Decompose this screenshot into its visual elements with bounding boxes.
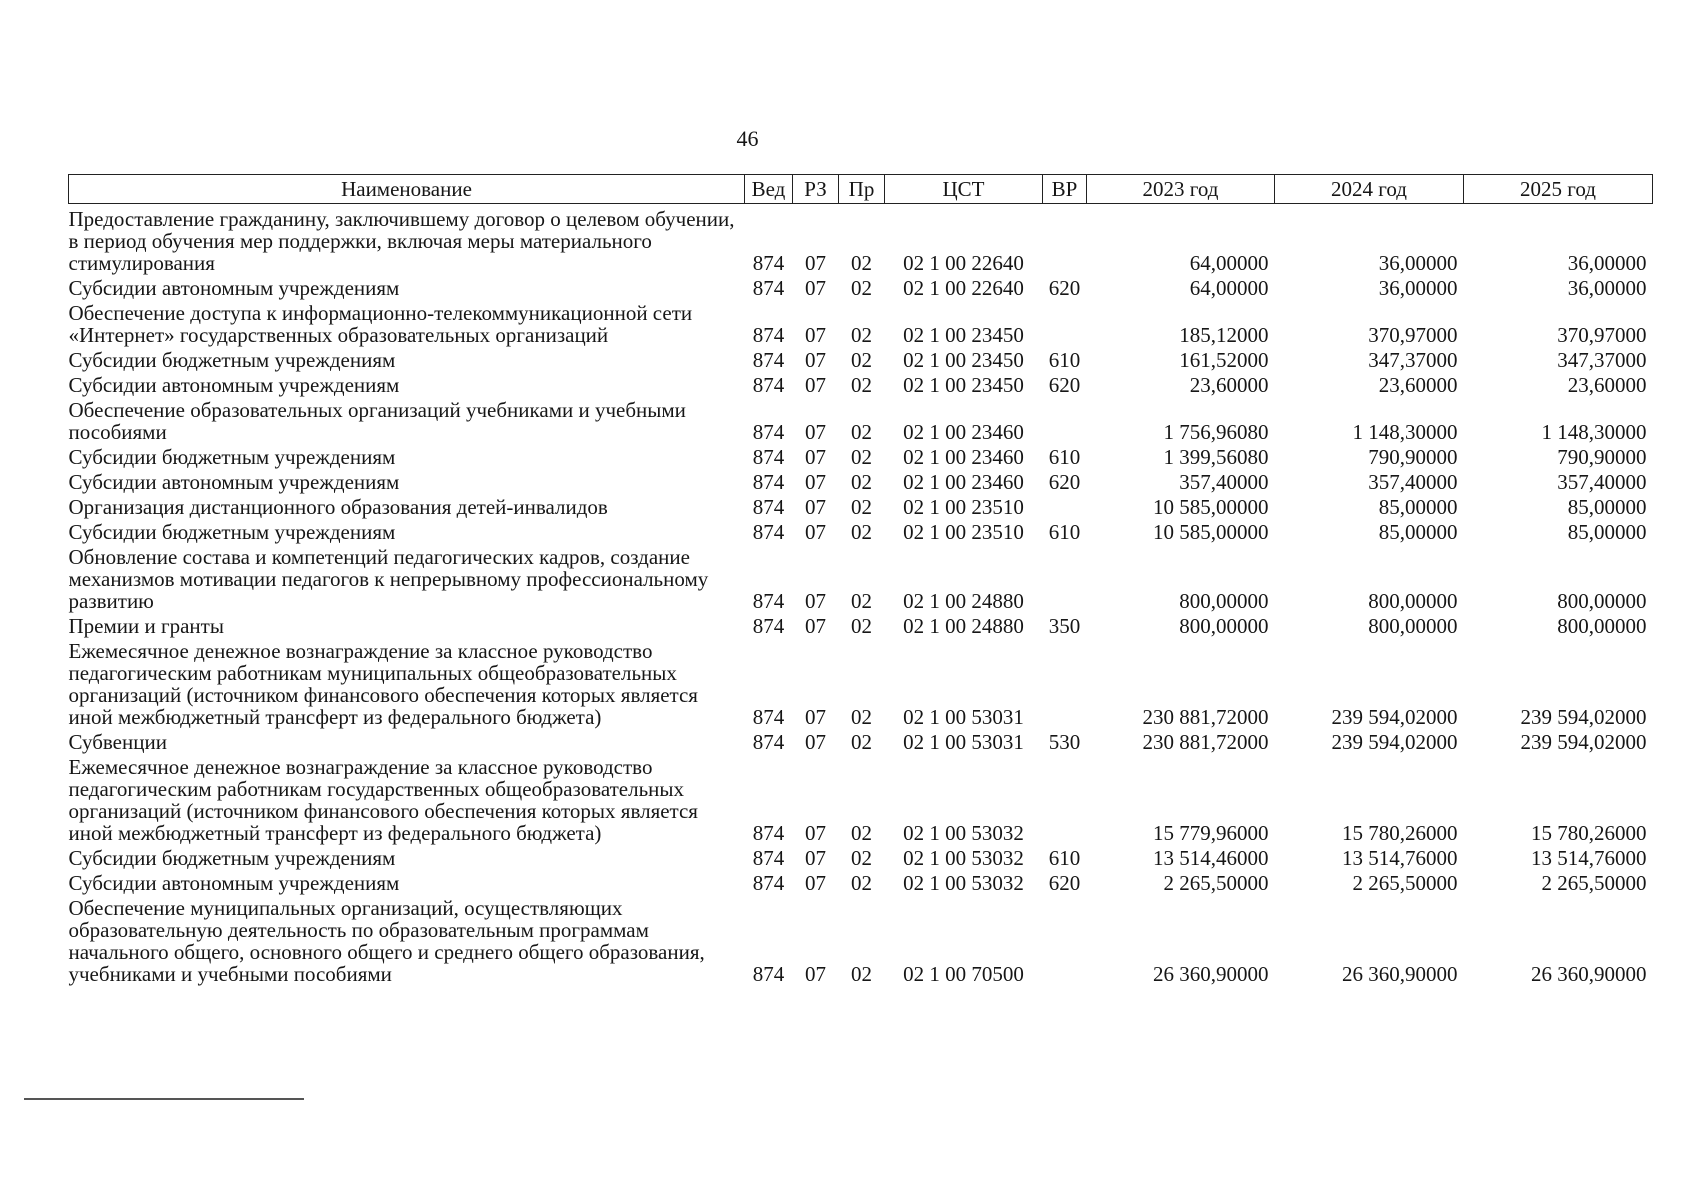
cell-2024: 23,60000	[1378, 373, 1458, 397]
header-rz: РЗ	[793, 175, 839, 204]
cell-cst: 02 1 00 70500	[903, 962, 1024, 986]
cell-2025: 800,00000	[1557, 614, 1647, 638]
table-row	[69, 730, 1653, 755]
cell-pr: 02	[851, 614, 872, 638]
cell-name: Субсидии бюджетным учреждениям	[68, 520, 396, 544]
cell-cst: 02 1 00 53031	[903, 730, 1024, 754]
cell-rz: 07	[805, 589, 826, 613]
cell-2024: 85,00000	[1378, 495, 1458, 519]
cell-ved: 874	[752, 276, 785, 300]
cell-ved: 874	[752, 251, 785, 275]
cell-2025: 85,00000	[1567, 495, 1647, 519]
cell-rz: 07	[805, 495, 826, 519]
cell-pr: 02	[851, 705, 872, 729]
cell-cst: 02 1 00 23460	[903, 420, 1024, 444]
cell-name: Обеспечение доступа к информационно-телекоммуникационной сети «Интернет» государственных образовательных организаций	[68, 301, 693, 347]
table-row	[69, 871, 1653, 896]
table-row	[69, 373, 1653, 398]
cell-rz: 07	[805, 846, 826, 870]
cell-2025: 790,90000	[1557, 445, 1647, 469]
cell-2023: 357,40000	[1179, 470, 1269, 494]
cell-2024: 370,97000	[1368, 323, 1458, 347]
table-row	[69, 348, 1653, 373]
cell-cst: 02 1 00 23450	[903, 373, 1024, 397]
cell-ved: 874	[752, 470, 785, 494]
cell-vr: 530	[1048, 730, 1081, 754]
budget-table	[68, 174, 1653, 987]
table-row	[69, 846, 1653, 871]
cell-2025: 23,60000	[1567, 373, 1647, 397]
cell-name: Субсидии автономным учреждениям	[68, 470, 400, 494]
header-year-2023: 2023 год	[1087, 175, 1275, 204]
table-row	[69, 495, 1653, 520]
cell-name: Субвенции	[68, 730, 167, 754]
cell-name: Организация дистанционного образования детей-инвалидов	[68, 495, 608, 519]
cell-cst: 02 1 00 23450	[903, 348, 1024, 372]
cell-rz: 07	[805, 614, 826, 638]
cell-2024: 239 594,02000	[1331, 730, 1458, 754]
cell-rz: 07	[805, 730, 826, 754]
cell-name: Обеспечение образовательных организаций учебниками и учебными пособиями	[68, 398, 686, 444]
cell-vr: 620	[1048, 470, 1081, 494]
cell-vr: 610	[1048, 520, 1081, 544]
table-row	[69, 520, 1653, 545]
cell-vr	[1043, 896, 1087, 987]
cell-vr	[1043, 301, 1087, 348]
header-name: Наименование	[69, 175, 745, 204]
cell-2025: 26 360,90000	[1531, 962, 1647, 986]
cell-2025: 36,00000	[1567, 251, 1647, 275]
header-year-2025: 2025 год	[1464, 175, 1653, 204]
cell-cst: 02 1 00 53031	[903, 705, 1024, 729]
cell-2024: 800,00000	[1368, 589, 1458, 613]
cell-cst: 02 1 00 53032	[903, 871, 1024, 895]
cell-2023: 1 756,96080	[1163, 420, 1269, 444]
cell-cst: 02 1 00 23460	[903, 470, 1024, 494]
cell-2024: 357,40000	[1368, 470, 1458, 494]
cell-pr: 02	[851, 495, 872, 519]
cell-ved: 874	[752, 445, 785, 469]
cell-2024: 26 360,90000	[1342, 962, 1458, 986]
cell-rz: 07	[805, 348, 826, 372]
cell-ved: 874	[752, 705, 785, 729]
cell-ved: 874	[752, 520, 785, 544]
cell-2025: 239 594,02000	[1520, 705, 1647, 729]
cell-rz: 07	[805, 420, 826, 444]
cell-rz: 07	[805, 470, 826, 494]
cell-ved: 874	[752, 373, 785, 397]
cell-2024: 36,00000	[1378, 276, 1458, 300]
cell-cst: 02 1 00 22640	[903, 251, 1024, 275]
cell-2023: 10 585,00000	[1153, 495, 1269, 519]
cell-rz: 07	[805, 251, 826, 275]
cell-pr: 02	[851, 846, 872, 870]
table-row	[69, 398, 1653, 445]
cell-pr: 02	[851, 323, 872, 347]
table-header	[69, 175, 1653, 204]
cell-pr: 02	[851, 821, 872, 845]
cell-pr: 02	[851, 373, 872, 397]
cell-vr: 610	[1048, 445, 1081, 469]
table-body	[69, 204, 1653, 988]
cell-2023: 161,52000	[1179, 348, 1269, 372]
cell-cst: 02 1 00 24880	[903, 614, 1024, 638]
cell-ved: 874	[752, 589, 785, 613]
cell-vr: 350	[1048, 614, 1081, 638]
cell-2025: 36,00000	[1567, 276, 1647, 300]
cell-2023: 26 360,90000	[1153, 962, 1269, 986]
cell-name: Ежемесячное денежное вознаграждение за классное руководство педагогическим работникам муниципальных общеобразовательных организаций (источником финансового обеспечения которых является иной межбюджетный трансферт из федерального бюджета)	[68, 639, 698, 729]
cell-2023: 185,12000	[1179, 323, 1269, 347]
cell-2023: 64,00000	[1189, 276, 1269, 300]
cell-ved: 874	[752, 614, 785, 638]
cell-2023: 1 399,56080	[1163, 445, 1269, 469]
cell-ved: 874	[752, 962, 785, 986]
header-vr: ВР	[1043, 175, 1087, 204]
cell-2023: 23,60000	[1189, 373, 1269, 397]
cell-2023: 10 585,00000	[1153, 520, 1269, 544]
cell-name: Субсидии бюджетным учреждениям	[68, 348, 396, 372]
cell-2023: 230 881,72000	[1142, 705, 1269, 729]
cell-cst: 02 1 00 23510	[903, 495, 1024, 519]
table-row	[69, 276, 1653, 301]
cell-cst: 02 1 00 22640	[903, 276, 1024, 300]
cell-name: Субсидии бюджетным учреждениям	[68, 445, 396, 469]
cell-rz: 07	[805, 821, 826, 845]
cell-2024: 36,00000	[1378, 251, 1458, 275]
table-row	[69, 301, 1653, 348]
cell-pr: 02	[851, 962, 872, 986]
cell-2025: 1 148,30000	[1541, 420, 1647, 444]
cell-ved: 874	[752, 420, 785, 444]
cell-rz: 07	[805, 323, 826, 347]
cell-cst: 02 1 00 23450	[903, 323, 1024, 347]
cell-2023: 64,00000	[1189, 251, 1269, 275]
cell-vr	[1043, 545, 1087, 614]
cell-rz: 07	[805, 520, 826, 544]
cell-ved: 874	[752, 495, 785, 519]
cell-2023: 230 881,72000	[1142, 730, 1269, 754]
footer-rule	[24, 1098, 304, 1100]
cell-ved: 874	[752, 348, 785, 372]
cell-2024: 1 148,30000	[1352, 420, 1458, 444]
cell-2025: 13 514,76000	[1531, 846, 1647, 870]
cell-rz: 07	[805, 445, 826, 469]
table-row	[69, 896, 1653, 987]
cell-vr: 610	[1048, 846, 1081, 870]
cell-2025: 239 594,02000	[1520, 730, 1647, 754]
cell-vr	[1043, 398, 1087, 445]
table-row	[69, 445, 1653, 470]
cell-2025: 370,97000	[1557, 323, 1647, 347]
cell-pr: 02	[851, 251, 872, 275]
cell-2023: 15 779,96000	[1153, 821, 1269, 845]
cell-pr: 02	[851, 520, 872, 544]
cell-2024: 800,00000	[1368, 614, 1458, 638]
cell-pr: 02	[851, 730, 872, 754]
cell-cst: 02 1 00 53032	[903, 821, 1024, 845]
cell-pr: 02	[851, 445, 872, 469]
cell-2023: 800,00000	[1179, 589, 1269, 613]
cell-2023: 2 265,50000	[1163, 871, 1269, 895]
cell-rz: 07	[805, 871, 826, 895]
cell-2025: 2 265,50000	[1541, 871, 1647, 895]
cell-cst: 02 1 00 23510	[903, 520, 1024, 544]
cell-cst: 02 1 00 23460	[903, 445, 1024, 469]
cell-2025: 85,00000	[1567, 520, 1647, 544]
cell-vr: 620	[1048, 871, 1081, 895]
cell-vr: 620	[1048, 373, 1081, 397]
cell-ved: 874	[752, 323, 785, 347]
cell-rz: 07	[805, 373, 826, 397]
cell-vr: 620	[1048, 276, 1081, 300]
table-row	[69, 470, 1653, 495]
cell-ved: 874	[752, 846, 785, 870]
cell-name: Субсидии автономным учреждениям	[68, 373, 400, 397]
cell-cst: 02 1 00 24880	[903, 589, 1024, 613]
cell-pr: 02	[851, 420, 872, 444]
cell-2023: 13 514,46000	[1153, 846, 1269, 870]
table-row	[69, 545, 1653, 614]
cell-2025: 357,40000	[1557, 470, 1647, 494]
cell-ved: 874	[752, 730, 785, 754]
cell-pr: 02	[851, 589, 872, 613]
cell-name: Обеспечение муниципальных организаций, осуществляющих образовательную деятельность по образовательным программам начального общего, основного общего и среднего общего образования, учебниками и учебными пособиями	[68, 896, 705, 986]
cell-2024: 13 514,76000	[1342, 846, 1458, 870]
page-number: 46	[736, 126, 759, 151]
cell-2024: 790,90000	[1368, 445, 1458, 469]
cell-ved: 874	[752, 821, 785, 845]
cell-vr	[1043, 495, 1087, 520]
cell-2024: 15 780,26000	[1342, 821, 1458, 845]
cell-pr: 02	[851, 348, 872, 372]
cell-rz: 07	[805, 705, 826, 729]
cell-vr	[1043, 204, 1087, 277]
cell-vr: 610	[1048, 348, 1081, 372]
header-pr: Пр	[839, 175, 885, 204]
header-ved: Вед	[745, 175, 793, 204]
table-row	[69, 639, 1653, 730]
cell-2024: 347,37000	[1368, 348, 1458, 372]
table-row	[69, 204, 1653, 277]
cell-name: Субсидии бюджетным учреждениям	[68, 846, 396, 870]
header-cst: ЦСТ	[885, 175, 1043, 204]
cell-name: Обновление состава и компетенций педагогических кадров, создание механизмов мотивации педагогов к непрерывному профессиональному развитию	[68, 545, 709, 613]
cell-name: Ежемесячное денежное вознаграждение за классное руководство педагогическим работникам государственных общеобразовательных организаций (источником финансового обеспечения которых является иной межбюджетный трансферт из федерального бюджета)	[68, 755, 698, 845]
cell-cst: 02 1 00 53032	[903, 846, 1024, 870]
cell-2024: 85,00000	[1378, 520, 1458, 544]
cell-rz: 07	[805, 276, 826, 300]
cell-pr: 02	[851, 276, 872, 300]
cell-2025: 347,37000	[1557, 348, 1647, 372]
table-row	[69, 755, 1653, 846]
cell-vr	[1043, 755, 1087, 846]
cell-2024: 239 594,02000	[1331, 705, 1458, 729]
cell-vr	[1043, 639, 1087, 730]
cell-rz: 07	[805, 962, 826, 986]
cell-2025: 15 780,26000	[1531, 821, 1647, 845]
cell-2023: 800,00000	[1179, 614, 1269, 638]
cell-2024: 2 265,50000	[1352, 871, 1458, 895]
header-year-2024: 2024 год	[1275, 175, 1464, 204]
cell-name: Премии и гранты	[68, 614, 224, 638]
cell-name: Предоставление гражданину, заключившему договор о целевом обучении, в период обучения мер поддержки, включая меры материального стимулирования	[68, 207, 735, 275]
cell-pr: 02	[851, 470, 872, 494]
table-row	[69, 614, 1653, 639]
cell-ved: 874	[752, 871, 785, 895]
cell-name: Субсидии автономным учреждениям	[68, 871, 400, 895]
cell-pr: 02	[851, 871, 872, 895]
cell-2025: 800,00000	[1557, 589, 1647, 613]
cell-name: Субсидии автономным учреждениям	[68, 276, 400, 300]
